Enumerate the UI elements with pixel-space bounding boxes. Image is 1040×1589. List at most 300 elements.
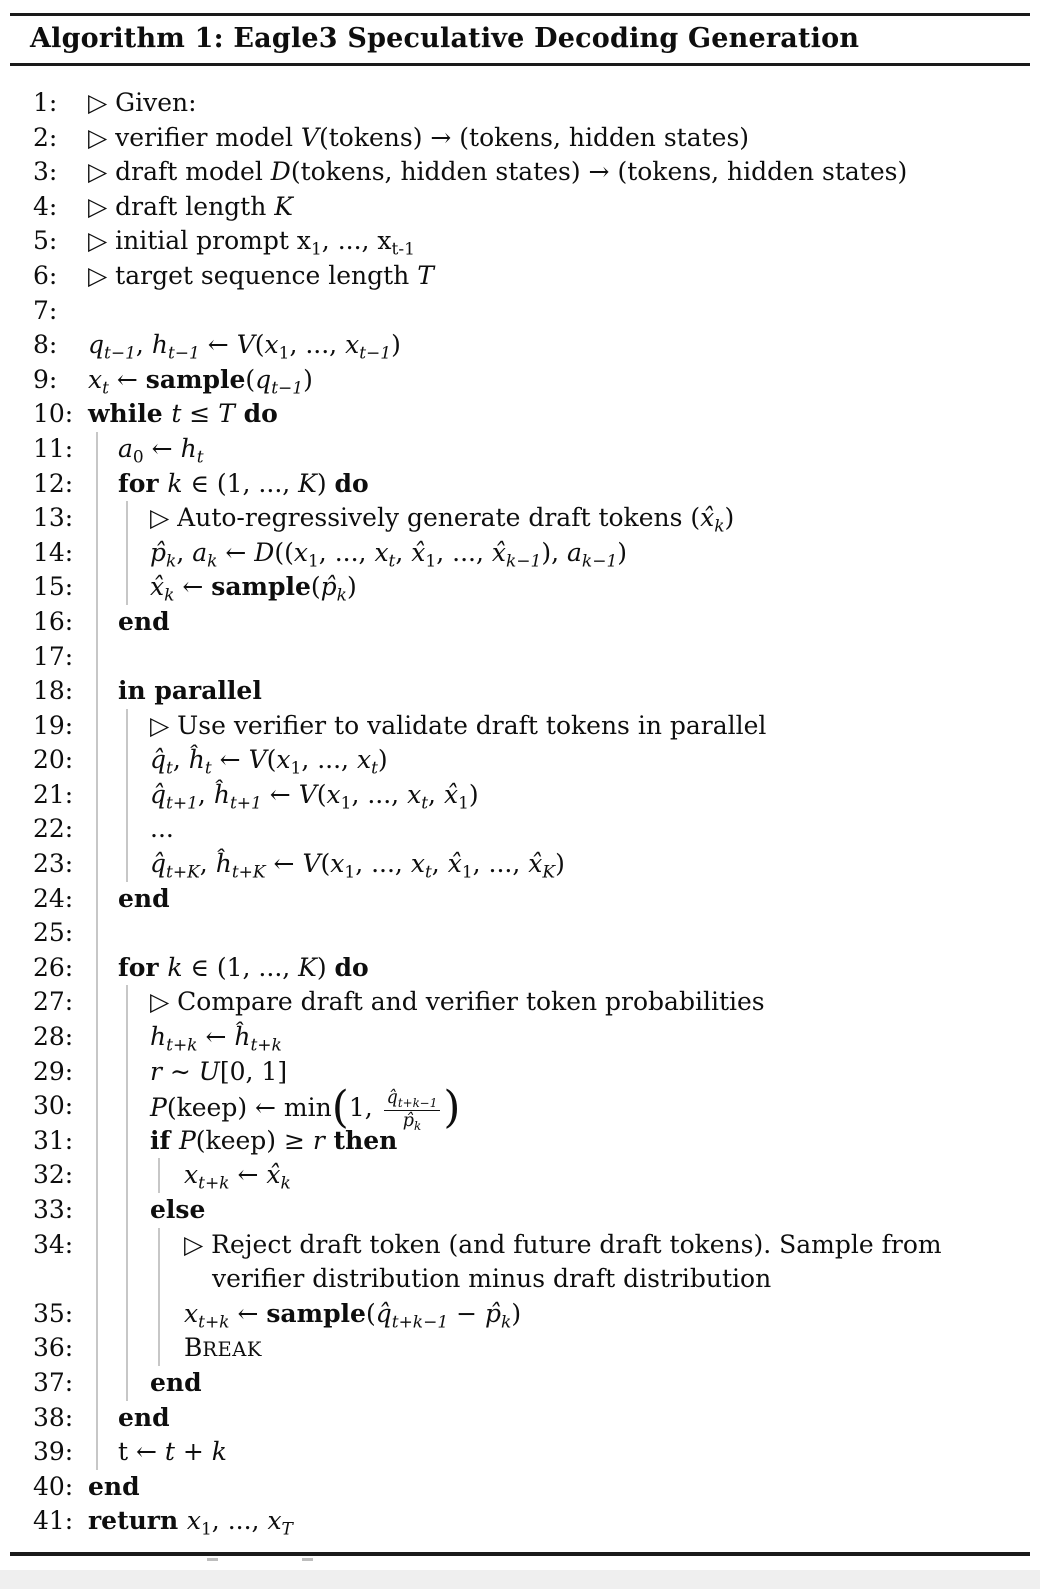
algo-line-3 (0, 155, 1040, 190)
line-number: 38: (33, 1402, 74, 1432)
text-segment: D (254, 537, 275, 567)
indent-guide (96, 1435, 98, 1470)
line-content (150, 1366, 202, 1401)
bottom-rule (10, 1552, 1030, 1556)
text-segment: x (410, 849, 425, 879)
text-segment: ← (143, 433, 181, 463)
line-number: 3: (33, 157, 58, 187)
line-content (184, 1228, 942, 1297)
text-segment: return (88, 1506, 187, 1536)
text-segment: 1 (290, 758, 302, 779)
text-segment: B (184, 1333, 203, 1363)
algo-line-35 (0, 1297, 1040, 1332)
line-content (118, 605, 170, 640)
indent-guide (96, 882, 98, 917)
indent-guide (96, 605, 98, 640)
text-segment: ▷ draft length (88, 191, 275, 221)
fraction-numerator (384, 1089, 441, 1111)
text-segment: t+K (231, 862, 266, 883)
indent-guide (96, 467, 98, 502)
indent-guide (96, 916, 98, 951)
text-segment: t (388, 551, 396, 572)
text-segment: 1 (425, 551, 437, 572)
line-content (184, 1158, 291, 1193)
text-segment: h (150, 1022, 167, 1052)
indent-guide (96, 1089, 98, 1124)
line-number: 36: (33, 1333, 74, 1363)
line-content (88, 224, 415, 259)
text-segment: ) (555, 849, 565, 879)
text-segment: ▷ Reject draft token (and future draft tokens). Sample from (184, 1229, 942, 1259)
text-segment: V (236, 330, 255, 360)
text-segment: t (166, 758, 173, 779)
text-segment: D (270, 157, 291, 187)
text-segment: ≤ (181, 399, 219, 429)
text-segment: 1 (310, 239, 322, 260)
text-segment: for (118, 952, 168, 982)
indent-guide (126, 985, 128, 1020)
text-segment: , ..., (289, 330, 346, 360)
indent-guide (126, 743, 128, 778)
text-segment: ) (511, 1298, 522, 1328)
text-segment: T (281, 1519, 293, 1540)
line-number: 40: (33, 1471, 74, 1501)
line-number: 34: (33, 1229, 74, 1259)
text-segment: k (280, 1173, 291, 1194)
text-segment: x (345, 330, 360, 360)
indent-guide (158, 1297, 160, 1332)
text-segment: ∈ (1, ..., (182, 952, 299, 982)
indent-guide (96, 812, 98, 847)
indent-guide (158, 1158, 160, 1193)
line-number: 30: (33, 1091, 74, 1121)
line-content (118, 951, 369, 986)
text-segment: ( (320, 849, 331, 879)
text-segment: , ..., (351, 779, 408, 809)
algo-line-28 (0, 1020, 1040, 1055)
text-segment: then (324, 1125, 398, 1155)
algo-line-36 (0, 1331, 1040, 1366)
text-segment: 1 (278, 343, 290, 364)
line-content (118, 1435, 227, 1470)
indent-guide (158, 1228, 160, 1297)
text-segment: ) (346, 572, 357, 602)
line-number: 27: (33, 987, 74, 1017)
text-segment: ← (261, 779, 299, 809)
algo-line-6 (0, 259, 1040, 294)
indent-guide (126, 1124, 128, 1159)
text-segment: x (330, 849, 345, 879)
text-segment: ← (265, 849, 303, 879)
text-segment: ▷ Use verifier to validate draft tokens in parallel (150, 710, 767, 740)
line-content (118, 467, 369, 502)
algo-line-34 (0, 1228, 1040, 1297)
text-segment: t (196, 447, 204, 468)
line-number: 39: (33, 1437, 74, 1467)
text-segment: t−1 (167, 343, 200, 364)
text-segment: x (88, 364, 103, 394)
text-segment: t+1 (166, 793, 198, 814)
algo-line-20 (0, 743, 1040, 778)
text-segment: k (164, 585, 175, 606)
line-content (150, 1020, 282, 1055)
line-content (88, 259, 434, 294)
text-segment: 1 (461, 862, 473, 883)
text-segment: V (248, 745, 267, 775)
text-segment: x̂ (491, 537, 506, 567)
text-segment: ĥ (213, 779, 230, 809)
algo-line-40 (0, 1470, 1040, 1505)
text-segment: , ..., (211, 1506, 268, 1536)
text-segment: ( (331, 1082, 349, 1134)
line-content (118, 1401, 170, 1436)
algo-line-29 (0, 1055, 1040, 1090)
algo-line-37 (0, 1366, 1040, 1401)
text-segment: x (374, 537, 389, 567)
text-segment: T (417, 260, 434, 290)
indent-guide (126, 1228, 128, 1297)
indent-guide (126, 1055, 128, 1090)
text-segment: ( (254, 330, 265, 360)
algo-line-15 (0, 570, 1040, 605)
line-content (150, 1193, 205, 1228)
text-segment: (( (274, 537, 294, 567)
algo-line-21 (0, 778, 1040, 813)
text-segment: t+k (198, 1312, 230, 1333)
text-segment: a (118, 433, 133, 463)
text-segment: r (312, 1125, 325, 1155)
line-number: 4: (33, 191, 58, 221)
text-segment: x̂ (266, 1160, 281, 1190)
text-segment: k−1 (581, 551, 618, 572)
text-segment: t+k (166, 1035, 198, 1056)
text-segment: , ..., (318, 537, 375, 567)
line-content (88, 363, 313, 398)
indent-guide (96, 1366, 98, 1401)
text-segment: ... (150, 814, 174, 844)
text-segment: h (151, 330, 168, 360)
indent-guide (126, 1089, 128, 1124)
text-segment: t+k−1 (397, 1096, 438, 1111)
text-segment: ( (266, 745, 277, 775)
text-segment: ( (245, 364, 256, 394)
text-segment: do (334, 468, 369, 498)
line-content (184, 1297, 521, 1332)
line-number: 17: (33, 641, 74, 671)
algo-line-5 (0, 224, 1040, 259)
text-segment: ĥ (234, 1022, 251, 1052)
text-segment: t (204, 758, 212, 779)
text-segment: k (714, 516, 725, 537)
line-content (88, 190, 293, 225)
text-segment: K (298, 468, 317, 498)
algo-line-18 (0, 674, 1040, 709)
text-segment: V (302, 849, 321, 879)
indent-guide (126, 1020, 128, 1055)
algo-line-12 (0, 467, 1040, 502)
text-segment: t−1 (271, 378, 304, 399)
line-number: 12: (33, 468, 74, 498)
line-content (118, 432, 204, 467)
text-segment: for (118, 468, 168, 498)
algo-line-16 (0, 605, 1040, 640)
indent-guide (96, 1297, 98, 1332)
text-segment: k−1 (505, 551, 542, 572)
text-segment: k (336, 585, 347, 606)
line-number: 8: (33, 330, 58, 360)
line-number: 33: (33, 1195, 74, 1224)
text-segment: p̂ (150, 537, 167, 567)
text-segment: ← (108, 364, 146, 394)
indent-guide (96, 432, 98, 467)
text-segment: k (166, 551, 177, 572)
text-segment: T (218, 399, 235, 429)
text-segment: , ..., (436, 537, 492, 567)
algo-line-17 (0, 640, 1040, 675)
line-content (88, 155, 907, 190)
line-number: 37: (33, 1367, 74, 1397)
text-segment: K (542, 862, 556, 883)
indent-guide (96, 743, 98, 778)
text-segment: ← (174, 572, 212, 602)
line-content (88, 397, 278, 432)
text-segment: t+1 (229, 793, 262, 814)
line-number: 9: (33, 364, 58, 394)
text-segment: x̂ (150, 572, 165, 602)
indent-guide (96, 674, 98, 709)
text-segment: x (186, 1506, 201, 1536)
text-segment: ← (128, 1437, 165, 1467)
text-segment: ) (316, 952, 335, 982)
indent-guide (126, 1158, 128, 1193)
text-segment: ) (617, 537, 628, 567)
algo-line-14 (0, 536, 1040, 571)
text-segment: if (150, 1125, 179, 1155)
text-segment: 1 (307, 551, 319, 572)
text-segment: while (88, 399, 172, 429)
algorithm-body (0, 66, 1040, 1539)
text-segment: ← (229, 1298, 267, 1328)
text-segment: ĥ (188, 745, 205, 775)
text-segment: , (428, 779, 444, 809)
text-segment: ▷ draft model (88, 157, 271, 187)
text-segment: P (178, 1125, 196, 1155)
text-segment: ( (316, 779, 327, 809)
text-segment: x̂ (447, 849, 462, 879)
text-segment: t-1 (391, 239, 415, 260)
line-number: 16: (33, 606, 74, 636)
algo-line-32 (0, 1158, 1040, 1193)
text-segment: x (293, 537, 308, 567)
text-segment: P (150, 1093, 167, 1123)
text-segment: , (135, 330, 152, 360)
line-number: 13: (33, 503, 74, 533)
text-segment: ), (541, 537, 568, 567)
text-segment: k (167, 952, 183, 982)
line-number: 14: (33, 537, 74, 567)
text-segment: ) (377, 745, 388, 775)
text-segment: ∼ (161, 1056, 199, 1086)
text-segment: end (150, 1367, 202, 1397)
text-segment: , ..., (301, 745, 357, 775)
text-segment: t (102, 378, 109, 399)
text-segment: (keep) ≥ (195, 1125, 313, 1155)
line-number: 28: (33, 1022, 74, 1052)
text-segment: ▷ initial prompt x (88, 226, 311, 256)
text-segment: in parallel (118, 676, 262, 706)
line-number: 32: (33, 1160, 74, 1190)
indent-guide (96, 1158, 98, 1193)
text-segment: − (448, 1298, 486, 1328)
line-content (150, 743, 388, 778)
text-segment: verifier distribution minus draft distribution (212, 1264, 772, 1294)
text-segment: U (198, 1056, 220, 1086)
text-segment: REAK (202, 1338, 262, 1362)
indent-guide (126, 501, 128, 536)
text-segment: t+k (250, 1035, 282, 1056)
line-number: 18: (33, 676, 74, 706)
text-segment: 1, (348, 1093, 381, 1123)
text-segment: (tokens) → (tokens, hidden states) (318, 122, 750, 152)
indent-guide (126, 709, 128, 744)
text-segment: ← (211, 745, 249, 775)
text-segment: ∈ (1, ..., (182, 468, 299, 498)
line-number: 2: (33, 122, 58, 152)
page-edge-strip (0, 1570, 1040, 1589)
indent-guide (96, 1228, 98, 1297)
indent-guide (96, 1331, 98, 1366)
indent-guide (96, 985, 98, 1020)
text-segment: t+k (198, 1173, 230, 1194)
text-segment: ) (391, 330, 401, 360)
text-segment: + (174, 1437, 212, 1467)
text-segment: end (118, 1402, 170, 1432)
text-segment: x (407, 779, 422, 809)
line-content (150, 709, 766, 744)
line-content (88, 1504, 293, 1539)
indent-guide (126, 847, 128, 882)
algo-line-38 (0, 1401, 1040, 1436)
text-segment: ← (229, 1160, 267, 1190)
indent-guide (96, 1020, 98, 1055)
algo-line-41 (0, 1504, 1040, 1539)
text-segment: end (118, 606, 170, 636)
text-segment: 1 (344, 862, 356, 883)
line-content (118, 674, 262, 709)
line-content (150, 985, 765, 1020)
line-content (150, 570, 357, 605)
algo-line-27 (0, 985, 1040, 1020)
text-segment: (keep) ← min (166, 1093, 332, 1123)
text-segment: x̂ (443, 779, 459, 809)
text-segment: ← (217, 537, 255, 567)
indent-guide (96, 570, 98, 605)
algo-line-2 (0, 121, 1040, 156)
text-segment: k (413, 1118, 422, 1133)
indent-guide (96, 709, 98, 744)
text-segment: , (395, 537, 412, 567)
text-segment: t (164, 1437, 175, 1467)
text-segment: ) (468, 779, 479, 809)
line-content (118, 882, 170, 917)
text-segment: a (192, 537, 208, 567)
text-segment: sample (145, 364, 246, 394)
line-number: 20: (33, 745, 74, 775)
algo-line-1 (0, 86, 1040, 121)
line-number: 5: (33, 226, 58, 256)
text-segment: x (326, 779, 341, 809)
text-segment: ( (365, 1298, 376, 1328)
text-segment: p̂ (402, 1110, 414, 1131)
indent-guide (96, 501, 98, 536)
text-segment: ) (724, 503, 735, 533)
text-segment: V (298, 779, 317, 809)
text-segment: q (255, 364, 272, 394)
text-segment: do (334, 952, 369, 982)
algo-line-39 (0, 1435, 1040, 1470)
text-segment: , ..., (355, 849, 411, 879)
indent-guide (126, 778, 128, 813)
indent-guide (96, 640, 98, 675)
line-number: 10: (33, 399, 74, 429)
text-segment: x (184, 1160, 199, 1190)
line-content (150, 536, 627, 571)
algo-line-23 (0, 847, 1040, 882)
algorithm-title: Algorithm 1: Eagle3 Speculative Decoding Generation (30, 23, 860, 54)
text-segment: sample (266, 1298, 366, 1328)
indent-guide (96, 536, 98, 571)
line-number: 25: (33, 918, 74, 948)
line-content (150, 812, 174, 847)
text-segment: t (371, 758, 378, 779)
indent-guide (158, 1331, 160, 1366)
indent-guide (126, 536, 128, 571)
indent-guide (96, 1055, 98, 1090)
line-number: 11: (33, 433, 74, 463)
indent-guide (126, 1331, 128, 1366)
algo-line-10 (0, 397, 1040, 432)
indent-guide (126, 812, 128, 847)
indent-guide (126, 1297, 128, 1332)
text-segment: , (199, 849, 216, 879)
text-segment: q̂ (150, 745, 167, 775)
line-number: 6: (33, 260, 58, 290)
line-number: 35: (33, 1298, 74, 1328)
indent-guide (96, 1401, 98, 1436)
text-segment: h (180, 433, 197, 463)
text-segment: 1 (340, 793, 352, 814)
line-content (88, 328, 401, 363)
algo-line-9 (0, 363, 1040, 398)
text-segment: , ..., (472, 849, 529, 879)
line-content (88, 1470, 140, 1505)
indent-guide (96, 1193, 98, 1228)
algo-line-31 (0, 1124, 1040, 1159)
line-content (150, 847, 565, 882)
indent-guide (96, 951, 98, 986)
text-segment: x̂ (411, 537, 426, 567)
line-number: 23: (33, 849, 74, 879)
line-content (150, 778, 479, 813)
text-segment: t (171, 399, 182, 429)
text-segment: , (172, 745, 189, 775)
indent-guide (96, 778, 98, 813)
line-number: 29: (33, 1056, 74, 1086)
text-segment: x (264, 330, 279, 360)
text-segment: x̂ (528, 849, 543, 879)
algo-line-33 (0, 1193, 1040, 1228)
line-number: 26: (33, 952, 74, 982)
